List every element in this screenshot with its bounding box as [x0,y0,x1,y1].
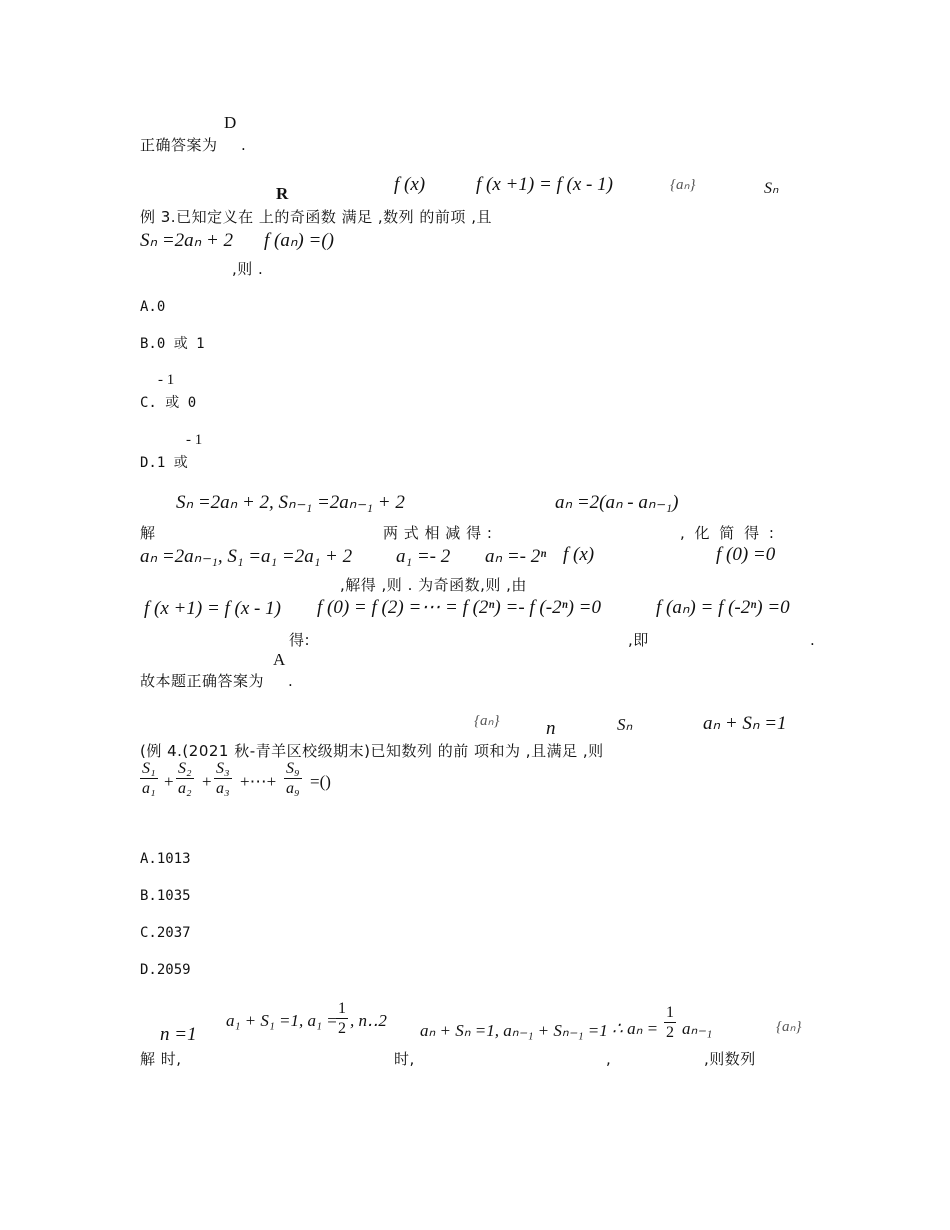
sol3-math-f0: f (0) =0 [716,544,776,565]
sol3-math-line4a: f (x +1) = f (x - 1) [144,598,281,619]
sol4-frac-half2-den: 2 [666,1024,674,1041]
option-b: B.0 或 1 [140,336,205,352]
math-neg1-c: - 1 [158,372,175,388]
sol3-math-line1b: aₙ =2(aₙ - aₙ₋₁) [555,492,679,513]
sol4-end: ,则数列 [704,1050,756,1068]
math-Sn: Sₙ [764,180,779,197]
sol3-math-line1: Sₙ =2aₙ + 2, Sₙ₋₁ =2aₙ₋₁ + 2 [176,492,405,513]
sol4-frac-half [336,1000,348,1039]
sol4-math-a1: a₁ + S₁ =1, a₁ = [226,1011,338,1030]
sol4-frac-half2-num: 1 [666,1004,674,1021]
math-f-an: f (aₙ) =() [264,230,334,251]
sol4-math-sequence: {aₙ} [776,1019,802,1035]
sol4-math-an-cond: aₙ + Sₙ =1, aₙ₋₁ + Sₙ₋₁ =1 [420,1021,608,1040]
sol3-mid: 两 式 相 减 得 : [383,524,493,542]
ex4-frac-9 [284,760,302,799]
ex4-math-cond: aₙ + Sₙ =1 [703,713,787,734]
sol3-math-line4b: f (0) = f (2) =⋯ = f (2ⁿ) =- f (-2ⁿ) =0 [317,597,601,618]
ex4-dots: +⋯+ [240,772,277,791]
math-condition: f (x +1) = f (x - 1) [476,174,613,195]
ex4-frac-1 [140,760,158,799]
math-fx: f (x) [394,174,426,195]
sol4-frac-half-den: 2 [338,1020,346,1037]
ex4-frac-3-num: S₃ [216,760,230,777]
ex4-frac-2 [176,760,194,799]
math-R: R [276,184,289,203]
example3-text2: ,则 . [232,260,264,278]
ex4-math-Sn: Sₙ [617,715,633,734]
sol4-comma: , [606,1050,612,1068]
ex4-frac-2-den: a₂ [178,780,192,797]
ex4-option-d: D.2059 [140,962,191,978]
ex4-option-b: B.1035 [140,888,191,904]
sol3-line5: 得: [289,631,311,649]
ex4-frac-9-num: S₉ [286,760,300,777]
ex4-frac-3-den: a₃ [216,780,230,797]
option-d: D.1 或 [140,455,188,471]
sol4-frac-half-num: 1 [338,1000,346,1017]
sol3-answer-period: . [288,672,294,690]
sol4-math-therefore: ∴ aₙ = [612,1019,659,1038]
sol4-jie: 解 时, [140,1050,182,1068]
prev-answer-label: 正确答案为 [140,136,218,154]
sol3-answer-letter: A [273,650,286,669]
example3-text: 例 3.已知定义在 上的奇函数 满足 ,数列 的前项 ,且 [140,208,492,226]
example4-text: (例 4.(2021 秋-青羊区校级期末)已知数列 的前 项和为 ,且满足 ,则 [140,742,604,760]
prev-answer-period: . [241,136,247,154]
sol3-jie: 解 [140,524,156,542]
option-a: A.0 [140,299,166,315]
ex4-option-c: C.2037 [140,925,191,941]
prev-answer-letter: D [224,113,237,132]
sol3-math-an: aₙ =- 2ⁿ [485,546,547,567]
sol3-math-line2a: aₙ =2aₙ₋₁, S₁ =a₁ =2a₁ + 2 [140,546,353,567]
sol3-line5b: ,即 [628,631,649,649]
sol3-line3: ,解得 ,则 . 为奇函数,则 ,由 [340,576,527,594]
ex4-option-a: A.1013 [140,851,191,867]
math-sequence: {aₙ} [670,177,696,193]
sol4-mid: 时, [394,1050,415,1068]
math-neg1-d: - 1 [186,432,203,448]
ex4-frac-1-num: S₁ [142,760,156,777]
sol3-answer-label: 故本题正确答案为 [140,672,265,690]
option-c: C. 或 0 [140,395,197,411]
sol4-math-n1: n =1 [160,1024,197,1045]
ex4-math-sequence: {aₙ} [474,713,500,729]
ex4-tail: =() [310,772,331,791]
ex4-frac-9-den: a₉ [286,780,300,797]
sol4-math-an1: aₙ₋₁ [682,1019,713,1038]
sol3-math-a1: a₁ =- 2 [396,546,451,567]
ex4-plus-2: + [202,772,212,791]
sol3-line5c: . [810,631,816,649]
ex4-frac-2-num: S₂ [178,760,192,777]
ex4-frac-3 [214,760,232,799]
math-Sn-eq: Sₙ =2aₙ + 2 [140,230,234,251]
sol4-frac-half-2 [664,1004,676,1043]
sol3-math-line4c: f (aₙ) = f (-2ⁿ) =0 [656,597,790,618]
ex4-plus-1: + [164,772,174,791]
ex4-math-n: n [546,718,556,739]
ex4-frac-1-den: a₁ [142,780,156,797]
sol4-math-n2: , n‥2 [350,1011,387,1030]
sol3-right: , 化 简 得 : [680,524,775,542]
sol3-math-fx: f (x) [563,544,595,565]
